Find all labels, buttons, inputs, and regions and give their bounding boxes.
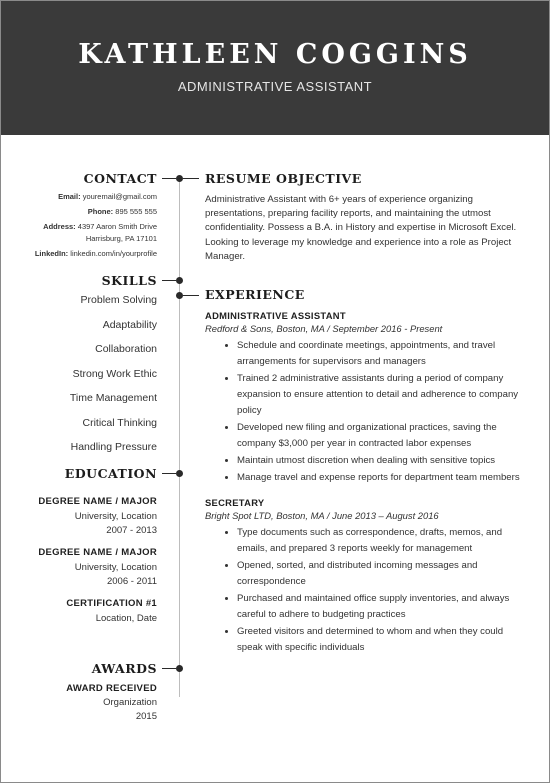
address-line2: Harrisburg, PA 17101 (85, 234, 157, 243)
email-value: youremail@gmail.com (82, 192, 157, 201)
education-heading: EDUCATION (64, 466, 157, 481)
award-name: AWARD RECEIVED (66, 683, 157, 694)
awards-heading: AWARDS (91, 661, 157, 676)
connector-experience (183, 295, 199, 296)
job-bullets (205, 525, 525, 656)
contact-phone (35, 206, 157, 218)
skill-item: Critical Thinking (82, 416, 157, 429)
job-bullets (205, 338, 525, 486)
awards-section (66, 661, 157, 724)
job-bullet: • Purchased and maintained office supply inventories, and always careful to adhere to budgeting practices (237, 591, 525, 623)
connector-contact (162, 178, 176, 179)
connector-skills (162, 280, 176, 281)
job-bullet: • Maintain utmost discretion when dealing with sensitive topics (237, 453, 525, 469)
degree-years: 2006 - 2011 (106, 576, 157, 587)
job-bullet: • Developed new filing and organizational practices, saving the company $3,000 per year in contracted labor expenses (237, 420, 525, 452)
phone-label: Phone: (87, 207, 114, 216)
connector-awards (162, 668, 176, 669)
job-bullet: • Schedule and coordinate meetings, appointments, and travel arrangements for supervisors and managers (237, 338, 525, 370)
skills-heading: SKILLS (101, 273, 157, 288)
certification-location: Location, Date (95, 613, 157, 624)
job-bullet: • Trained 2 administrative assistants during a period of company expansion to ensure attention to detail and adherence to company policy (237, 371, 525, 419)
award-year: 2015 (135, 711, 157, 722)
timeline-dot-awards (176, 665, 183, 672)
timeline-dot-contact (176, 175, 183, 182)
job-company: Redford & Sons, Boston, MA / September 2016 - Present (205, 323, 443, 334)
objective-text: Administrative Assistant with 6+ years of experience organizing presentations, preparing facility reports, and maintaining the utmost confidentiality. Possess a B.A. in History and expertise in Microsoft Excel. Looking to leverage my knowledge and experience into a role as Project Manager. (205, 194, 517, 262)
certification-name: CERTIFICATION #1 (66, 598, 157, 609)
job-bullet: • Opened, sorted, and distributed incoming messages and correspondence (237, 558, 525, 590)
degree-name: DEGREE NAME / MAJOR (38, 496, 157, 507)
degree-school: University, Location (74, 511, 157, 522)
contact-address (35, 221, 157, 233)
education-section (38, 466, 157, 626)
contact-email (35, 191, 157, 203)
award-org: Organization (103, 697, 157, 708)
job-bullet: • Type documents such as correspondence, drafts, memos, and emails, and prepared 3 reports weekly for management (237, 525, 525, 557)
candidate-title: ADMINISTRATIVE ASSISTANT (177, 79, 373, 94)
job-entry (205, 310, 525, 486)
experience-heading: EXPERIENCE (205, 287, 305, 302)
job-entry (205, 497, 525, 656)
skill-item: Strong Work Ethic (72, 367, 157, 380)
job-title: ADMINISTRATIVE ASSISTANT (205, 310, 346, 321)
linkedin-value: linkedin.com/in/yourprofile (70, 249, 157, 258)
contact-section (35, 171, 157, 260)
skill-item: Handling Pressure (70, 441, 157, 453)
timeline-dot-education (176, 470, 183, 477)
candidate-name: KATHLEEN COGGINS (78, 39, 472, 70)
timeline-dot-experience (176, 292, 183, 299)
skill-item: Time Management (69, 392, 157, 404)
degree-school: University, Location (74, 562, 157, 573)
linkedin-label: LinkedIn: (34, 249, 69, 258)
objective-section (205, 171, 525, 264)
skill-item: Collaboration (95, 343, 157, 355)
job-company: Bright Spot LTD, Boston, MA / June 2013 – August 2016 (205, 510, 439, 521)
address-line1: 4397 Aaron Smith Drive (77, 222, 157, 231)
timeline-line (179, 177, 180, 697)
experience-section (205, 287, 525, 657)
connector-objective (183, 178, 199, 179)
skill-item: Problem Solving (80, 294, 157, 306)
job-bullet: • Manage travel and expense reports for department team members (237, 470, 525, 486)
contact-heading: CONTACT (83, 171, 157, 186)
resume-header (1, 1, 549, 135)
job-bullet: • Greeted visitors and determined to whom and when they could speak with specific individuals (237, 624, 525, 656)
address-label: Address: (43, 222, 76, 231)
email-label: Email: (58, 192, 81, 201)
skill-item: Adaptability (102, 318, 157, 331)
objective-heading: RESUME OBJECTIVE (205, 171, 362, 186)
phone-value: 895 555 555 (115, 207, 157, 216)
degree-name: DEGREE NAME / MAJOR (38, 547, 157, 558)
degree-years: 2007 - 2013 (106, 525, 157, 536)
job-title: SECRETARY (205, 497, 265, 508)
timeline-dot-skills (176, 277, 183, 284)
skills-section (70, 273, 157, 460)
connector-education (162, 473, 176, 474)
contact-linkedin (35, 248, 157, 260)
